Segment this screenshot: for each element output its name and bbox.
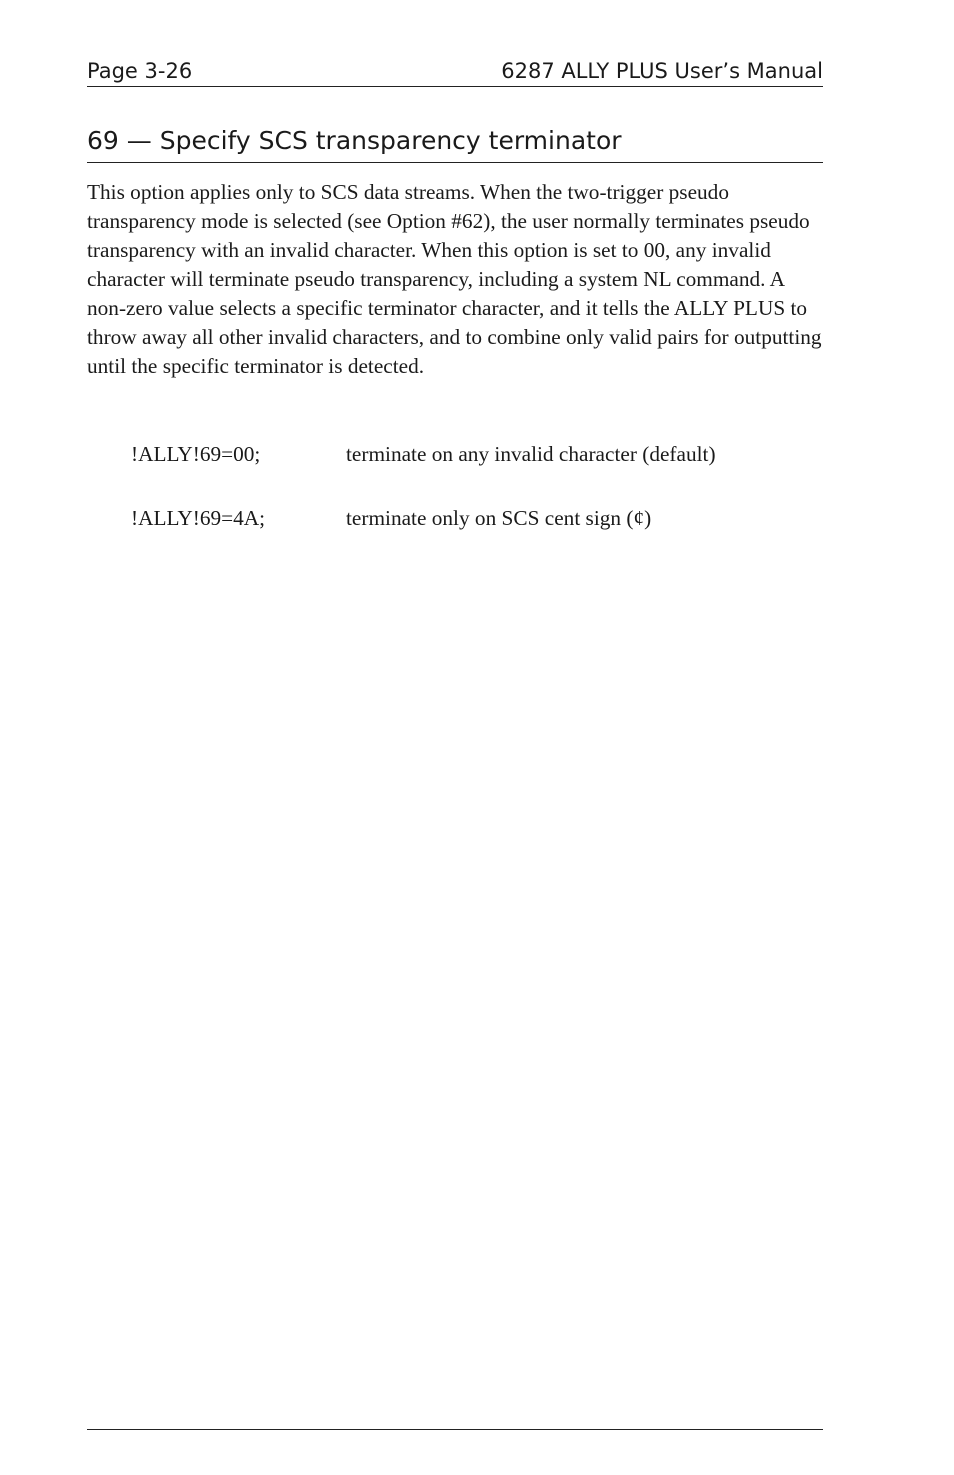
body-paragraph: This option applies only to SCS data streams. When the two-trigger pseudo transparency mode is selected (see Option #62), the user normally terminates pseudo transparency with an invalid character. When this option is set to 00, any invalid character will terminate pseudo transparency, including a system NL command. A non-zero value selects a specific terminator character, and it tells the ALLY PLUS to throw away all other invalid characters, and to combine only valid pairs for outputting until the specific terminator is detected.: [87, 180, 822, 378]
option-command: !ALLY!69=00;: [131, 442, 261, 466]
option-command: !ALLY!69=4A;: [131, 506, 266, 530]
option-row: [131, 439, 823, 469]
option-description: terminate on any invalid character (default): [346, 442, 716, 466]
footer-rule: [87, 1429, 823, 1430]
option-row: [131, 503, 823, 533]
option-description: terminate only on SCS cent sign (¢): [346, 506, 652, 530]
page-number: Page 3-26: [87, 59, 193, 83]
manual-title: 6287 ALLY PLUS User’s Manual: [501, 59, 823, 83]
section-heading: 69 — Specify SCS transparency terminator: [87, 122, 823, 163]
page-header: [87, 56, 823, 87]
